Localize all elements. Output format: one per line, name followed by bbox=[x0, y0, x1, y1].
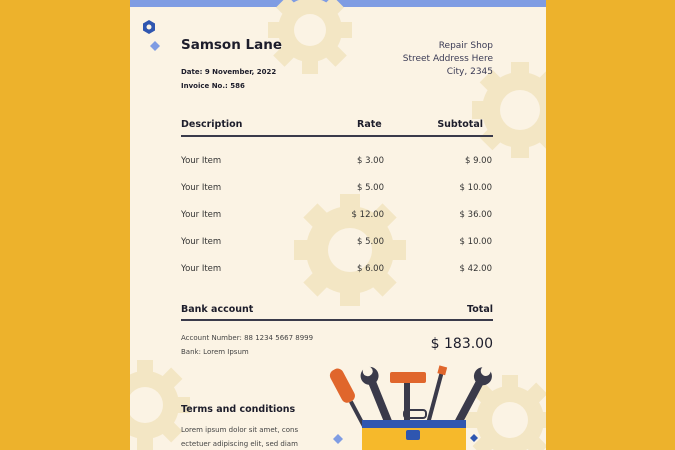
item-subtotal: $ 36.00 bbox=[459, 210, 492, 220]
item-description: Your Item bbox=[181, 183, 222, 193]
item-description: Your Item bbox=[181, 237, 222, 247]
shop-name: Repair Shop bbox=[438, 41, 493, 51]
item-rate: $ 12.00 bbox=[351, 210, 384, 220]
invoice-number: Invoice No.: 586 bbox=[181, 82, 245, 90]
total-divider bbox=[181, 319, 493, 321]
header-divider bbox=[181, 135, 493, 137]
item-rate: $ 5.00 bbox=[356, 183, 384, 193]
total-label: Total bbox=[467, 304, 493, 315]
item-subtotal: $ 9.00 bbox=[464, 156, 492, 166]
toolbox-illustration bbox=[318, 364, 508, 450]
header-subtotal: Subtotal bbox=[437, 119, 483, 130]
item-rate: $ 3.00 bbox=[356, 156, 384, 166]
item-subtotal: $ 10.00 bbox=[459, 237, 492, 247]
shop-street: Street Address Here bbox=[402, 54, 493, 64]
bank-name: Bank: Lorem Ipsum bbox=[181, 348, 249, 356]
item-subtotal: $ 42.00 bbox=[459, 264, 492, 274]
terms-line: Lorem ipsum dolor sit amet, cons bbox=[181, 426, 299, 434]
diamond-icon bbox=[150, 41, 160, 51]
invoice-date: Date: 9 November, 2022 bbox=[181, 68, 277, 76]
gear-icon bbox=[280, 180, 420, 320]
item-rate: $ 5.00 bbox=[356, 237, 384, 247]
item-description: Your Item bbox=[181, 210, 222, 220]
terms-title: Terms and conditions bbox=[181, 404, 296, 415]
shop-city: City, 2345 bbox=[446, 67, 493, 77]
hexagon-icon bbox=[142, 20, 156, 34]
gear-icon bbox=[130, 350, 200, 450]
customer-name: Samson Lane bbox=[181, 37, 282, 53]
total-amount: $ 183.00 bbox=[430, 336, 493, 352]
header-description: Description bbox=[181, 119, 243, 130]
pliers-icon bbox=[423, 365, 447, 427]
item-description: Your Item bbox=[181, 156, 222, 166]
account-number: Account Number: 88 1234 5667 8999 bbox=[181, 334, 314, 342]
item-subtotal: $ 10.00 bbox=[459, 183, 492, 193]
bank-account-label: Bank account bbox=[181, 304, 254, 315]
item-description: Your Item bbox=[181, 264, 222, 274]
terms-line: ectetuer adipiscing elit, sed diam bbox=[181, 440, 298, 448]
item-rate: $ 6.00 bbox=[356, 264, 384, 274]
invoice-page bbox=[130, 0, 546, 450]
header-rate: Rate bbox=[357, 119, 382, 130]
